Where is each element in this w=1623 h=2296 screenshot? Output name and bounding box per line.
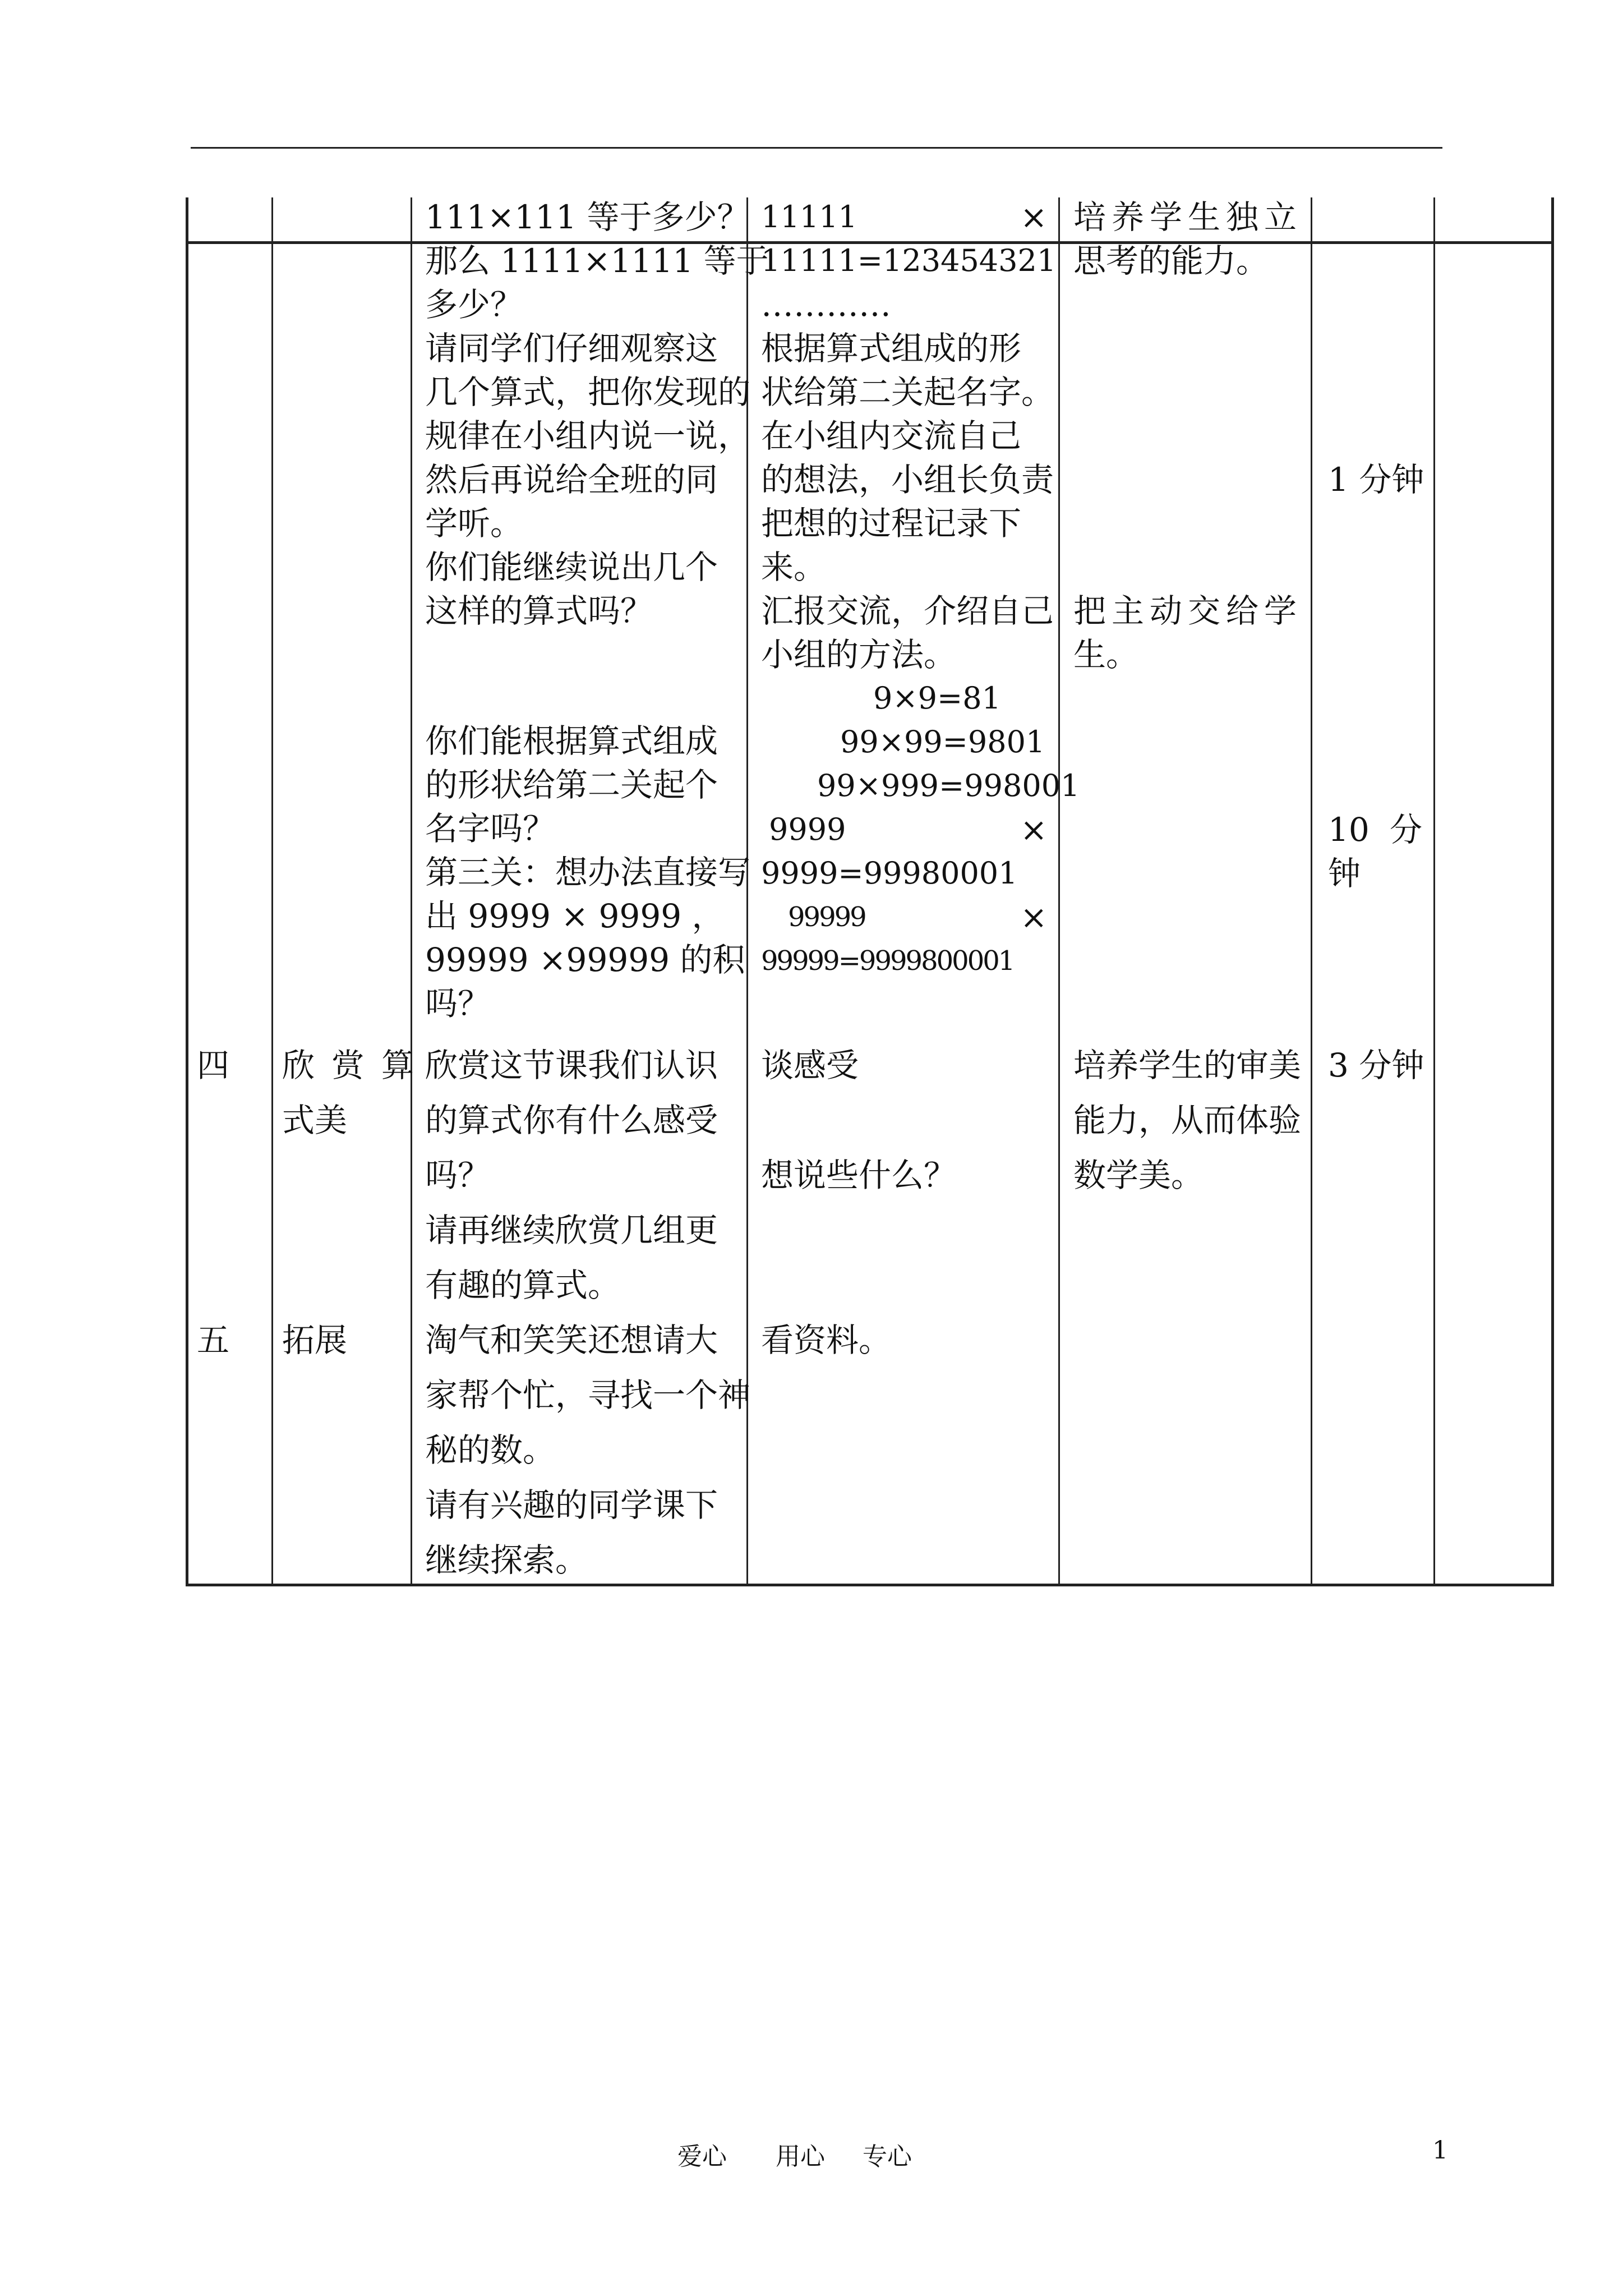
teacher-line: 名字吗？ <box>425 809 556 848</box>
footer-motto: 用心 <box>776 2142 825 2171</box>
times-sign: × <box>1020 811 1048 849</box>
equation-line: 9×9=81 <box>873 680 1001 716</box>
lesson-plan-table <box>186 197 1554 1586</box>
page-number: 1 <box>1432 2136 1448 2165</box>
teacher-line: 99999 ×99999 的积 <box>425 941 745 979</box>
column-divider <box>1433 197 1435 1586</box>
teacher-line: 秘的数。 <box>425 1431 556 1469</box>
stage-name: 欣 赏 算 <box>282 1046 417 1084</box>
time-label: 分 <box>1390 811 1423 849</box>
teacher-line: 那么 1111×1111 等于 <box>425 242 769 280</box>
equation-line: 9999 <box>769 812 846 847</box>
time-label: 1 分钟 <box>1328 461 1424 499</box>
teacher-line: 然后再说给全班的同 <box>425 461 718 499</box>
footer-motto: 爱心 <box>677 2142 727 2171</box>
teacher-line: 的算式你有什么感受 <box>425 1101 718 1139</box>
student-line: 11111=123454321 <box>761 243 1057 278</box>
footer-motto: 专心 <box>863 2142 912 2171</box>
teacher-line: 请同学们仔细观察这 <box>425 329 718 367</box>
teacher-line: 你们能根据算式组成 <box>425 722 718 760</box>
goal-line: 培养学生的审美 <box>1073 1046 1302 1084</box>
teacher-line: 继续探索。 <box>425 1541 588 1579</box>
teacher-line: 请有兴趣的同学课下 <box>425 1486 718 1524</box>
stage-name: 式美 <box>282 1101 348 1139</box>
teacher-line: 这样的算式吗？ <box>425 592 653 630</box>
teacher-line: 几个算式，把你发现的 <box>425 373 751 411</box>
teacher-line: 的形状给第二关起个 <box>425 766 718 804</box>
student-line: 在小组内交流自己 <box>761 417 1022 455</box>
column-divider <box>1311 197 1312 1586</box>
teacher-line: 淘气和笑笑还想请大 <box>425 1321 718 1359</box>
goal-line: 思考的能力。 <box>1073 242 1269 280</box>
student-line: 谈感受 <box>761 1046 859 1084</box>
student-line: 根据算式组成的形 <box>761 329 1022 367</box>
teacher-line: 你们能继续说出几个 <box>425 548 718 586</box>
top-row-goal: 培养学生独立 <box>1073 198 1303 236</box>
student-line: 状给第二关起名字。 <box>761 373 1054 411</box>
teacher-line: 出 9999 × 9999 ， <box>425 897 725 935</box>
stage-name: 拓展 <box>282 1321 348 1359</box>
teacher-line: 第三关：想办法直接写 <box>425 853 751 891</box>
teacher-line: 学听。 <box>425 504 523 542</box>
goal-line: 能力，从而体验 <box>1073 1101 1302 1139</box>
table-border-right <box>1551 197 1554 1586</box>
equation-line: 99999 <box>788 901 865 933</box>
teacher-line: 有趣的算式。 <box>425 1266 621 1304</box>
equation-line: 99999=9999800001 <box>761 945 1014 977</box>
teacher-line: 家帮个忙，寻找一个神 <box>425 1376 751 1414</box>
top-row-question: 111×111 等于多少？ <box>425 198 750 236</box>
teacher-line: 规律在小组内说一说， <box>425 417 751 455</box>
goal-line: 数学美。 <box>1073 1156 1204 1194</box>
column-divider <box>1058 197 1060 1586</box>
times-sign: × <box>1020 898 1048 936</box>
table-border-bottom <box>186 1584 1554 1586</box>
stage-number: 四 <box>197 1046 230 1084</box>
student-line: 汇报交流，介绍自己 <box>761 592 1054 630</box>
header-rule <box>191 147 1442 149</box>
student-line: 看资料。 <box>761 1321 892 1359</box>
student-line: 小组的方法。 <box>761 636 957 674</box>
goal-line: 生。 <box>1073 636 1139 674</box>
goal-line: 把主动交给学 <box>1073 592 1303 630</box>
student-line: 来。 <box>761 548 827 586</box>
student-line: 想说些什么？ <box>761 1156 957 1194</box>
time-label: 10 <box>1328 811 1370 849</box>
top-row-answer-start: 11111 <box>761 199 857 234</box>
teacher-line: 多少？ <box>425 286 523 324</box>
equation-line: 99×999=998001 <box>817 768 1080 803</box>
table-border-left <box>186 197 188 1586</box>
time-label: 钟 <box>1328 854 1361 892</box>
student-line: 把想的过程记录下 <box>761 504 1022 542</box>
teacher-line: 请再继续欣赏几组更 <box>425 1211 718 1249</box>
teacher-line: 吗？ <box>425 1156 491 1194</box>
stage-number: 五 <box>197 1321 230 1359</box>
time-label: 3 分钟 <box>1328 1046 1424 1084</box>
teacher-line: 欣赏这节课我们认识 <box>425 1046 718 1084</box>
column-divider <box>271 197 273 1586</box>
equation-line: 9999=99980001 <box>761 855 1018 891</box>
top-row-times-sign: × <box>1020 198 1048 236</box>
equation-line: 99×99=9801 <box>840 724 1045 760</box>
student-line: ………… <box>761 286 891 324</box>
teacher-line: 吗？ <box>425 984 491 1023</box>
column-divider <box>411 197 412 1586</box>
student-line: 的想法，小组长负责 <box>761 461 1054 499</box>
